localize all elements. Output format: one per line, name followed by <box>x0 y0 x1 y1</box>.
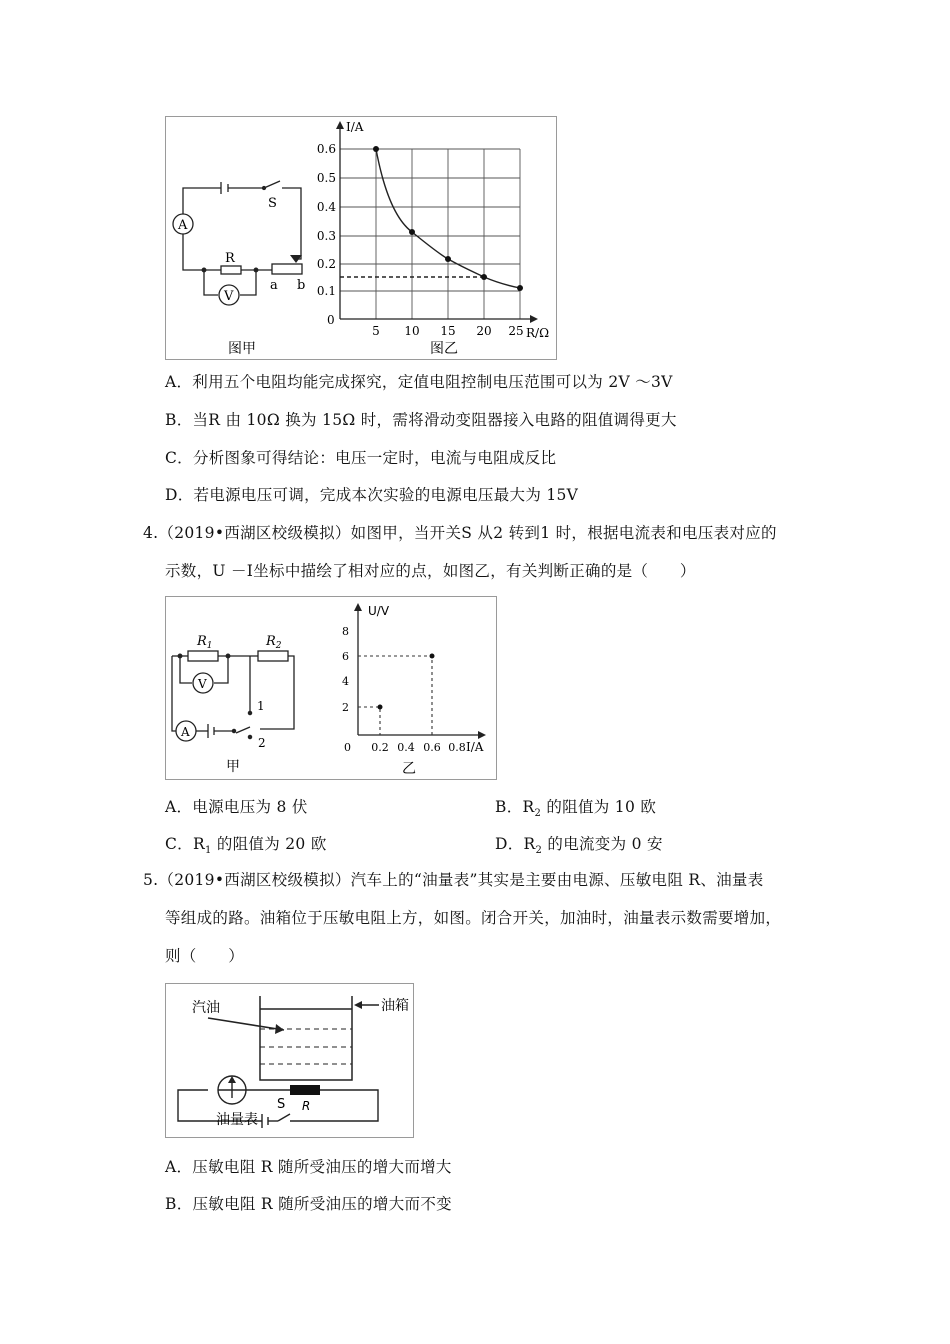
x-tick: 0.8 <box>448 741 466 754</box>
meter-label: 油量表 <box>216 1112 258 1128</box>
voltmeter-label: V <box>224 289 234 304</box>
data-point <box>481 274 487 280</box>
terminal-b-label: b <box>297 278 306 293</box>
x-tick: 0.2 <box>371 741 389 754</box>
y-tick: 6 <box>342 650 349 663</box>
q5-stem-line2: 等组成的路。油箱位于压敏电阻上方，如图。闭合开关，加油时，油量表示数需要增加， <box>165 909 782 927</box>
q4-option-a[interactable]: A．电源电压为 8 伏 <box>165 798 308 816</box>
x-tick: 20 <box>476 324 492 338</box>
figure-1 <box>165 116 557 360</box>
data-point <box>430 654 435 659</box>
y-tick: 8 <box>342 625 349 638</box>
circuit-caption: 图甲 <box>228 341 256 357</box>
y-tick: 0.1 <box>316 284 336 298</box>
data-point <box>445 256 451 262</box>
graph-1 <box>336 121 538 323</box>
y-tick: 0.4 <box>316 200 336 214</box>
q4-option-b[interactable]: B．$R_2$ 的阻值为 10 欧 <box>495 798 657 820</box>
y-tick: 2 <box>342 701 349 714</box>
switch-label: S <box>277 1097 286 1112</box>
x-tick: 15 <box>440 324 456 338</box>
y-tick: 4 <box>342 675 349 688</box>
y-axis-label: U/V <box>368 604 390 618</box>
pressure-sensor-r <box>290 1085 320 1095</box>
ammeter-label: A <box>181 725 190 739</box>
graph-caption: 图乙 <box>430 341 458 357</box>
origin-label: 0 <box>327 313 335 327</box>
data-point <box>517 285 523 291</box>
x-tick: 10 <box>404 324 420 338</box>
x-tick: 0.4 <box>397 741 415 754</box>
y-tick: 0.2 <box>316 257 336 271</box>
oil-label: 汽油 <box>192 1000 220 1016</box>
x-axis-label: I/A <box>466 740 484 754</box>
tank-label: 油箱 <box>381 998 409 1014</box>
q5-stem-line3: 则（ ） <box>165 947 245 965</box>
r2-label: $R_2$ <box>266 634 282 651</box>
graph-2 <box>354 603 486 739</box>
ammeter-label: A <box>178 218 188 233</box>
terminal-1-label: 1 <box>257 699 265 713</box>
q3-option-b[interactable]: B．当R 由 10Ω 换为 15Ω 时，需将滑动变阻器接入电路的阻值调得更大 <box>165 411 677 429</box>
data-point <box>409 229 415 235</box>
x-tick: 0.6 <box>423 741 441 754</box>
q4-stem-line2: 示数，U －I坐标中描绘了相对应的点，如图乙，有关判断正确的是（ ） <box>165 562 696 580</box>
q3-option-a[interactable]: A．利用五个电阻均能完成探究，定值电阻控制电压范围可以为 2V ～3V <box>165 373 673 391</box>
r1-label: $R_1$ <box>197 634 213 651</box>
y-tick: 0.5 <box>316 171 336 185</box>
q5-option-a[interactable]: A．压敏电阻 R 随所受油压的增大而增大 <box>165 1158 452 1176</box>
terminal-a-label: a <box>270 278 278 293</box>
q4-option-c[interactable]: C．$R_1$ 的阻值为 20 欧 <box>165 835 327 857</box>
circuit-caption: 甲 <box>226 759 240 775</box>
q4-stem-line1: 4.（2019•西湖区校级模拟）如图甲，当开关S 从2 转到1 时，根据电流表和电压表对应的 <box>143 524 777 542</box>
figure-3 <box>165 983 414 1138</box>
data-point <box>378 705 383 710</box>
q5-option-b[interactable]: B．压敏电阻 R 随所受油压的增大而不变 <box>165 1195 452 1213</box>
q5-stem-line1: 5.（2019•西湖区校级模拟）汽车上的“油量表”其实是主要由电源、压敏电阻 R、油量表 <box>143 871 764 889</box>
oil-tank <box>260 996 352 1080</box>
origin-label: 0 <box>344 741 351 754</box>
figure-2 <box>165 596 497 780</box>
q4-option-d[interactable]: D．$R_2$ 的电流变为 0 安 <box>495 835 663 857</box>
x-axis-label: R/Ω <box>526 326 550 340</box>
q3-option-d[interactable]: D．若电源电压可调，完成本次实验的电源电压最大为 15V <box>165 486 579 504</box>
sensor-label: R <box>302 1099 311 1113</box>
switch-label: S <box>268 196 277 211</box>
x-tick: 5 <box>372 324 380 338</box>
y-tick: 0.6 <box>316 142 336 156</box>
graph-caption: 乙 <box>402 761 416 777</box>
terminal-2-label: 2 <box>258 736 266 750</box>
x-tick: 25 <box>508 324 524 338</box>
voltmeter-label: V <box>198 677 207 691</box>
q3-option-c[interactable]: C．分析图象可得结论：电压一定时，电流与电阻成反比 <box>165 449 557 467</box>
circuit-diagram-1 <box>173 181 302 305</box>
y-tick: 0.3 <box>316 229 336 243</box>
circuit-diagram-2 <box>172 651 294 741</box>
y-axis-label: I/A <box>346 120 364 134</box>
data-point <box>373 146 379 152</box>
resistor-label: R <box>225 251 235 266</box>
